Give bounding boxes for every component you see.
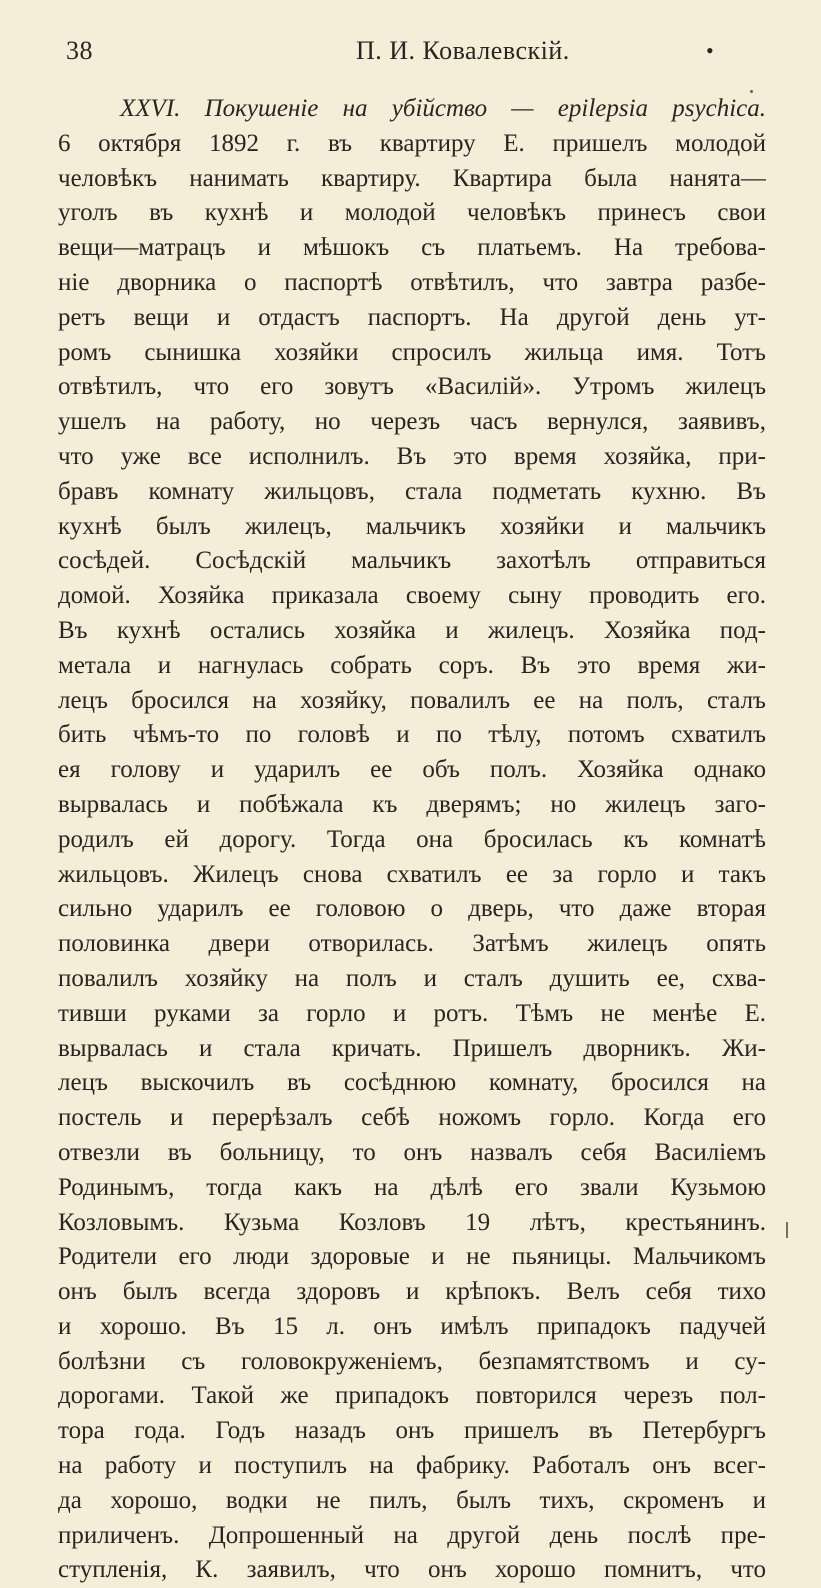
text-line: тивши руками за горло и ротъ. Тѣмъ не менѣе Е. xyxy=(58,999,766,1027)
text-line: вырвалась и стала кричать. Пришелъ дворникъ. Жи- xyxy=(58,1034,766,1062)
body-text xyxy=(58,92,766,1588)
text-line: и хорошо. Въ 15 л. онъ имѣлъ припадокъ падучей xyxy=(58,1312,766,1340)
text-line: родилъ ей дорогу. Тогда она бросилась къ комнатѣ xyxy=(58,825,766,853)
running-head xyxy=(66,36,756,72)
text-line: да хорошо, водки не пилъ, былъ тихъ, скроменъ и xyxy=(58,1486,766,1514)
text-line: кухнѣ былъ жилецъ, мальчикъ хозяйки и мальчикъ xyxy=(58,512,766,540)
text-line: вырвалась и побѣжала къ дверямъ; но жилецъ заго- xyxy=(58,790,766,818)
text-line: ея голову и ударилъ ее объ полъ. Хозяйка однако xyxy=(58,756,766,784)
section-heading: XXVI. Покушеніе на убійство — epilepsia psychica. xyxy=(120,95,766,122)
text-line: бравъ комнату жильцовъ, стала подметать кухню. Въ xyxy=(58,477,766,505)
text-line: сосѣдей. Сосѣдскій мальчикъ захотѣлъ отправиться xyxy=(58,547,766,575)
text-line: вещи—матрацъ и мѣшокъ съ платьемъ. На требова- xyxy=(58,234,766,262)
page-number: 38 xyxy=(66,36,93,65)
text-line: Родители его люди здоровые и не пьяницы. Мальчикомъ xyxy=(58,1243,766,1271)
text-line: домой. Хозяйка приказала своему сыну проводить его. xyxy=(58,582,766,610)
header-mark: • xyxy=(706,38,715,63)
text-line: болѣзни съ головокруженіемъ, безпамятствомъ и су- xyxy=(58,1347,766,1375)
text-line: лецъ бросился на хозяйку, повалилъ ее на полъ, сталъ xyxy=(58,686,766,714)
text-line: Въ кухнѣ остались хозяйка и жилецъ. Хозяйка под- xyxy=(58,616,766,644)
text-line: сильно ударилъ ее головою о дверь, что даже вторая xyxy=(58,895,766,923)
text-line: жильцовъ. Жилецъ снова схватилъ ее за горло и такъ xyxy=(58,860,766,888)
text-line: половинка двери отворилась. Затѣмъ жилецъ опять xyxy=(58,930,766,958)
text-line: онъ былъ всегда здоровъ и крѣпокъ. Велъ себя тихо xyxy=(58,1278,766,1306)
text-line: что уже все исполнилъ. Въ это время хозяйка, при- xyxy=(58,442,766,470)
text-line: ромъ сынишка хозяйки спросилъ жильца имя. Тотъ xyxy=(58,338,766,366)
text-line: Родинымъ, тогда какъ на дѣлѣ его звали Кузьмою xyxy=(58,1173,766,1201)
text-line: ретъ вещи и отдастъ паспортъ. На другой день ут- xyxy=(58,303,766,331)
text-line: человѣкъ нанимать квартиру. Квартира была нанята— xyxy=(58,164,766,192)
author-name: П. И. Ковалевскій. xyxy=(356,36,570,65)
text-line: тора года. Годъ назадъ онъ пришелъ въ Петербургъ xyxy=(58,1417,766,1445)
text-line: уголъ въ кухнѣ и молодой человѣкъ принесъ свои xyxy=(58,199,766,227)
margin-mark xyxy=(786,1222,788,1238)
text-line: ніе дворника о паспортѣ отвѣтилъ, что завтра разбе- xyxy=(58,268,766,296)
text-line: отвезли въ больницу, то онъ назвалъ себя Василіемъ xyxy=(58,1138,766,1166)
text-line: дорогами. Такой же припадокъ повторился черезъ пол- xyxy=(58,1382,766,1410)
text-line: бить чѣмъ-то по головѣ и по тѣлу, потомъ схватилъ xyxy=(58,721,766,749)
text-line: метала и нагнулась собрать соръ. Въ это время жи- xyxy=(58,651,766,679)
text-line: приличенъ. Допрошенный на другой день послѣ пре- xyxy=(58,1521,766,1549)
text-line: Козловымъ. Кузьма Козловъ 19 лѣтъ, крестьянинъ. xyxy=(58,1208,766,1236)
text-line: ступленія, К. заявилъ, что онъ хорошо помнитъ, что xyxy=(58,1556,766,1584)
text-line: отвѣтилъ, что его зовутъ «Василій». Утромъ жилецъ xyxy=(58,373,766,401)
text-line: на работу и поступилъ на фабрику. Работалъ онъ всег- xyxy=(58,1452,766,1480)
text-line: ушелъ на работу, но черезъ часъ вернулся, заявивъ, xyxy=(58,408,766,436)
text-line: постель и перерѣзалъ себѣ ножомъ горло. Когда его xyxy=(58,1104,766,1132)
text-line: лецъ выскочилъ въ сосѣднюю комнату, бросился на xyxy=(58,1069,766,1097)
text-line: 6 октября 1892 г. въ квартиру Е. пришелъ молодой xyxy=(58,129,766,157)
text-line: повалилъ хозяйку на полъ и сталъ душить ее, схва- xyxy=(58,964,766,992)
